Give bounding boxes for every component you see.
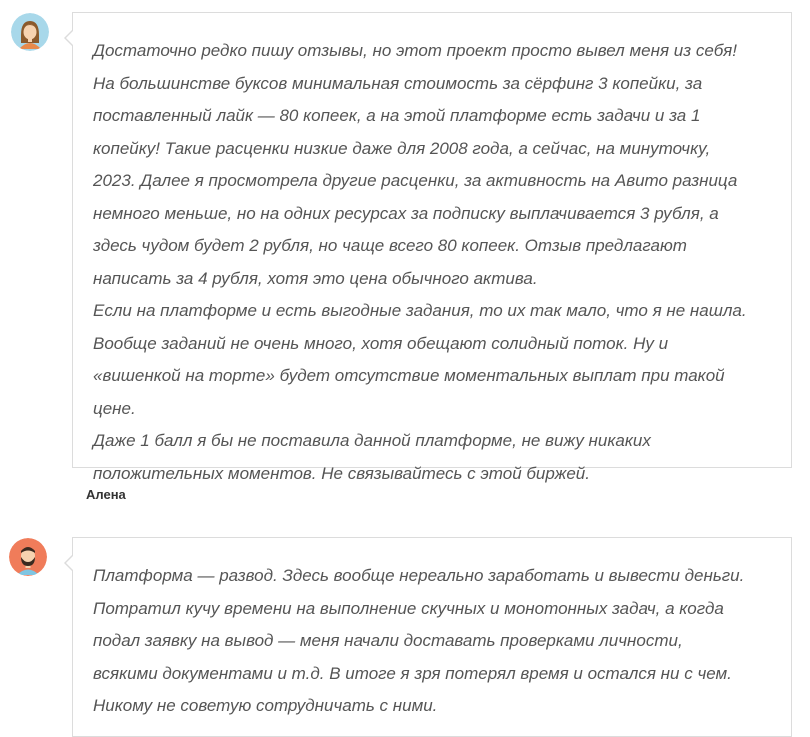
review-author[interactable]: Алена <box>86 487 126 502</box>
review-card <box>72 537 792 737</box>
male-avatar-icon <box>9 538 47 576</box>
review-card <box>72 12 792 483</box>
female-avatar-icon <box>11 13 49 51</box>
review-text: Платформа — развод. Здесь вообще нереально заработать и вывести деньги. Потратил кучу времени на выполнение скучных и монотонных задач, а когда подал заявку на вывод — меня начали доставать проверками личности, всякими документами и т.д. В итоге я зря потерял время и остался ни с чем. Никому не советую сотрудничать с ними. <box>93 566 745 715</box>
review-text: Достаточно редко пишу отзывы, но этот проект просто вывел меня из себя! На большинстве буксов минимальная стоимость за сёрфинг 3 копейки, за поставленный лайк — 80 копеек, а на этой платформе есть задачи и за 1 копейку! Такие расценки низкие даже для 2008 года, а сейчас, на минуточку, 2023. Далее я просмотрела другие расценки, за активность на Авито разница немного меньше, но на одних ресурсах за подписку выплачивается 3 рубля, а здесь чудом будет 2 рубля, но чаще всего 80 копеек. Отзыв предлагают написать за 4 рубля, хотя это цена обычного актива. Если на платформе и есть выгодные задания, то их так мало, что я не нашла. Вообще заданий не очень много, хотя обещают солидный поток. Ну и «вишенкой на торте» будет отсутствие моментальных выплат при такой цене. Даже 1 балл я бы не поставила данной платформе, не вижу никаких положительных моментов. Не связывайтесь с этой биржей. <box>93 41 747 483</box>
